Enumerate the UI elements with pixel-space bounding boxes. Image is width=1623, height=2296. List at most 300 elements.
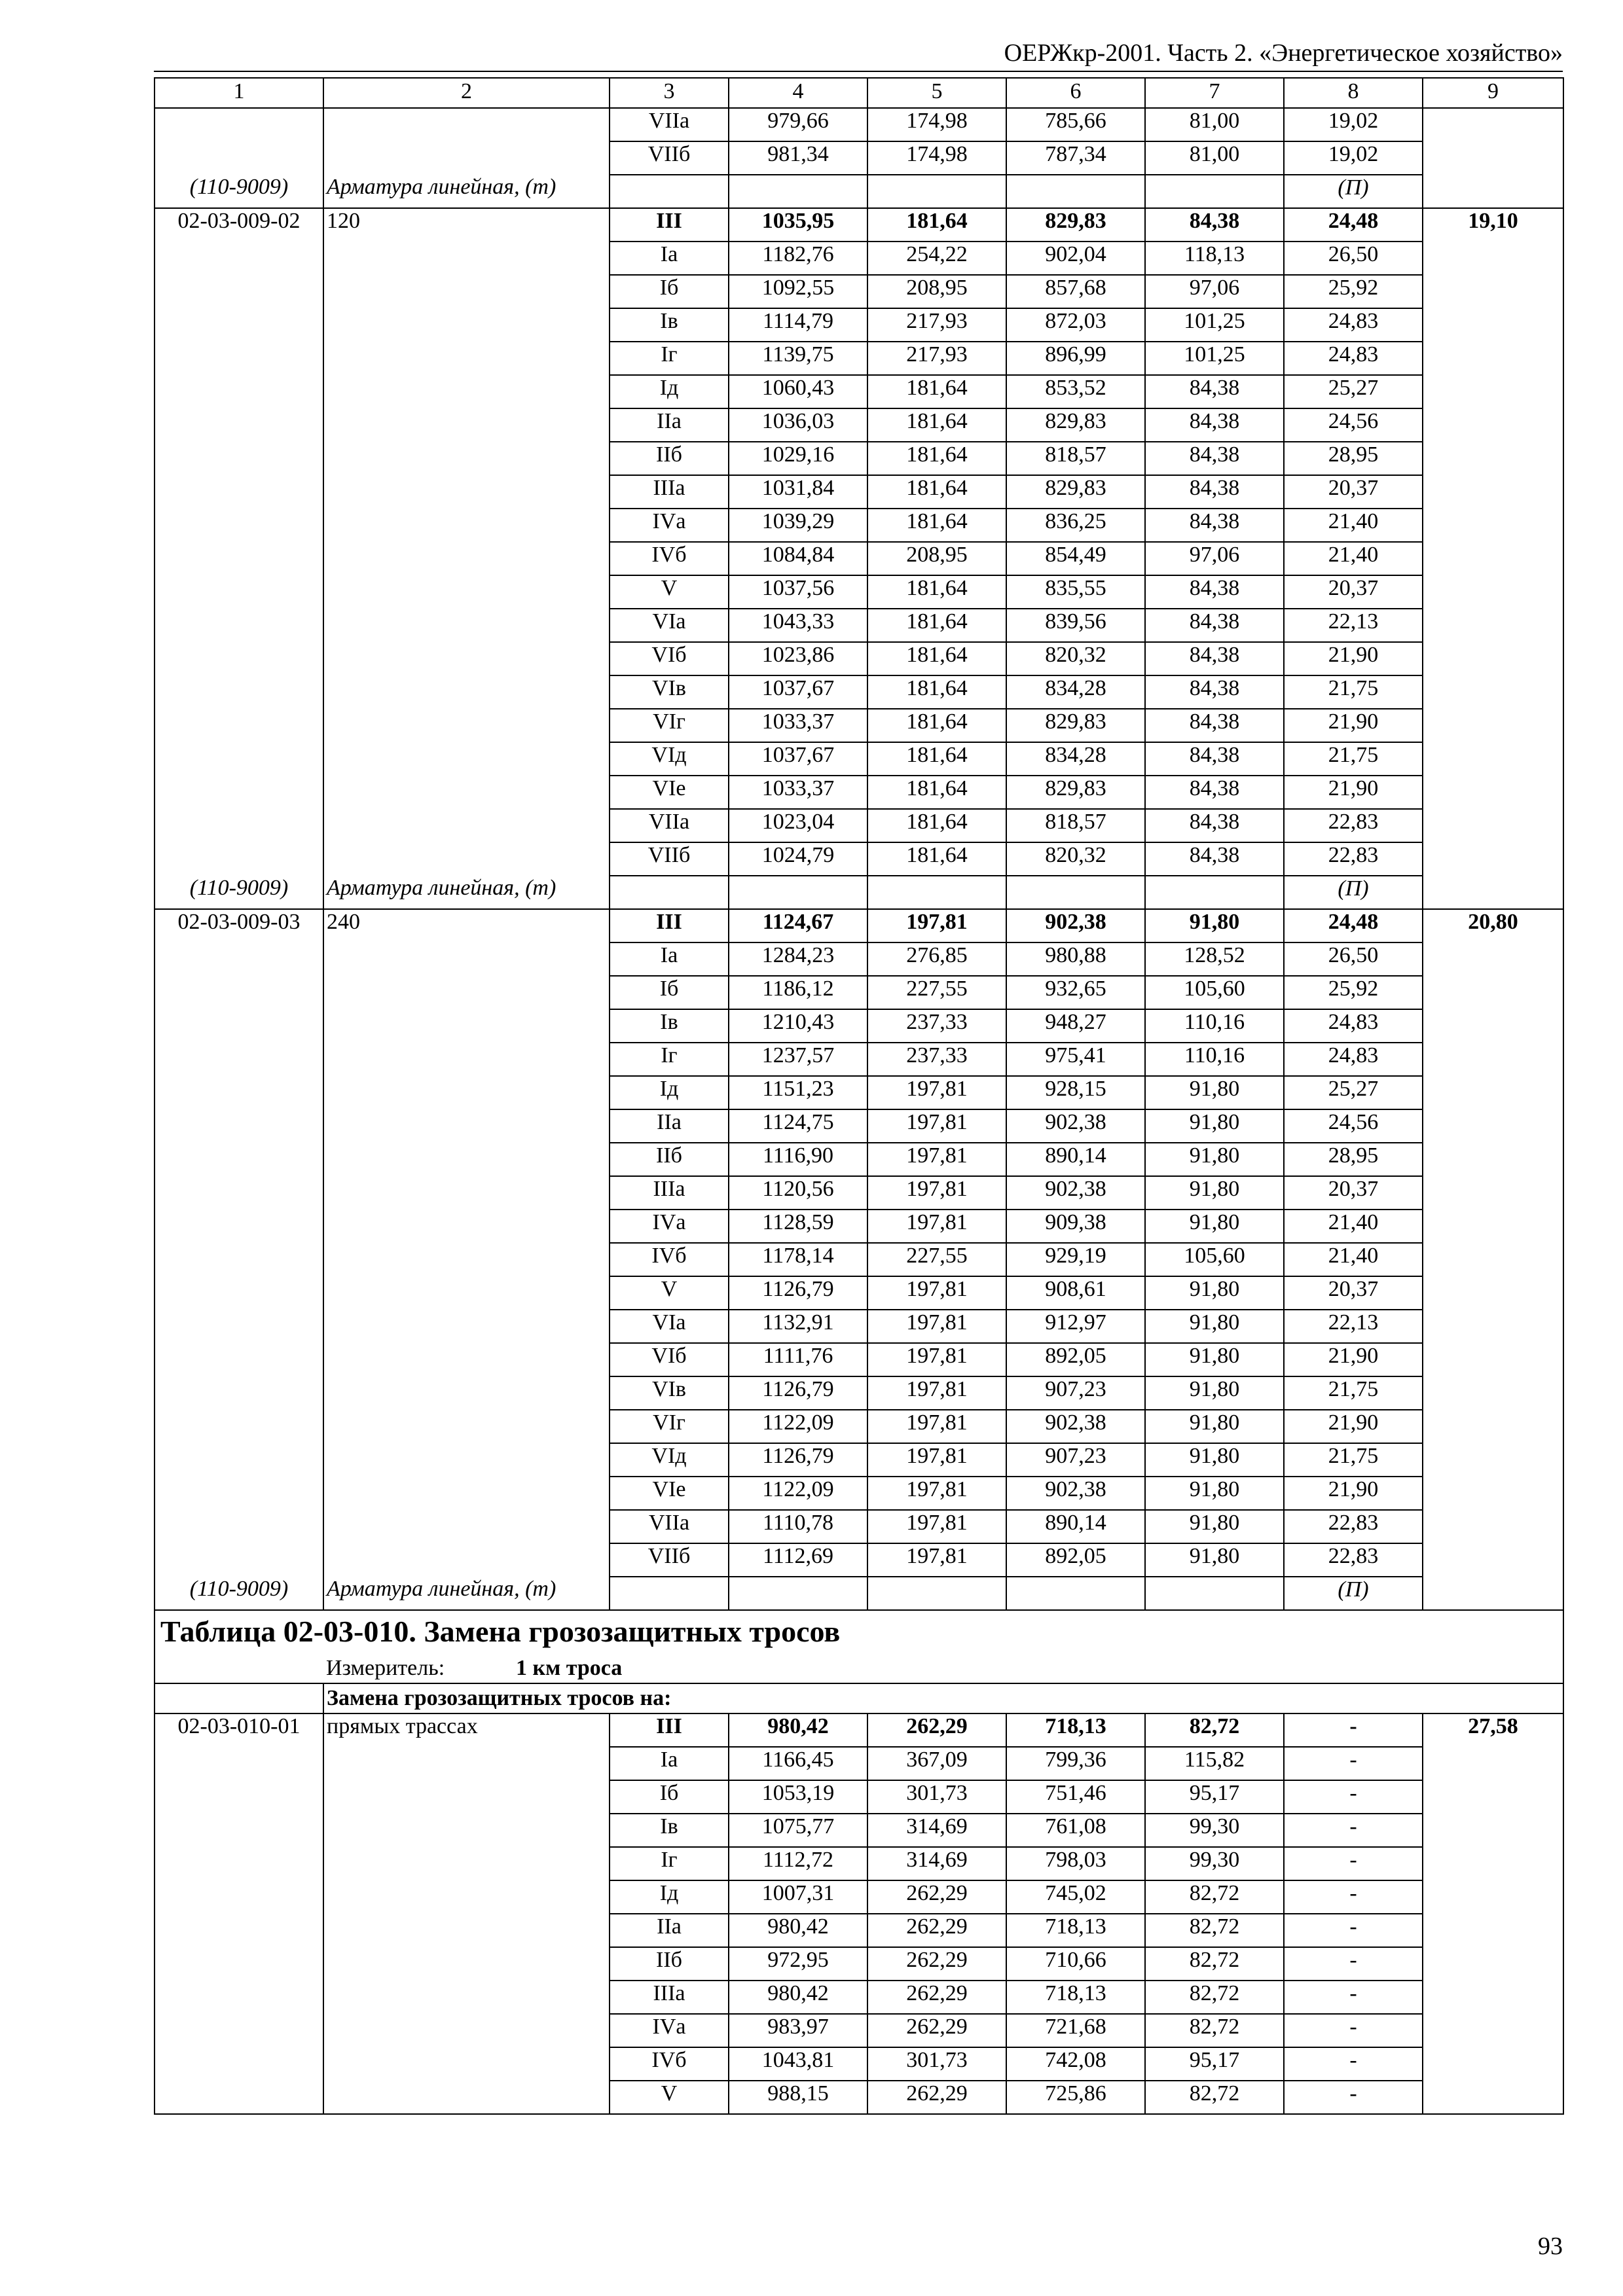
value-cell: 25,27 bbox=[1284, 375, 1423, 408]
labor-cost bbox=[1423, 2014, 1563, 2047]
value-cell: 818,57 bbox=[1006, 809, 1145, 842]
empty-cell bbox=[155, 1654, 323, 1683]
value-cell: - bbox=[1284, 1847, 1423, 1880]
item-code bbox=[155, 342, 323, 375]
value-cell: 872,03 bbox=[1006, 308, 1145, 342]
value-cell: 91,80 bbox=[1145, 1109, 1284, 1143]
item-code bbox=[155, 575, 323, 609]
value-cell: 1166,45 bbox=[729, 1747, 867, 1780]
value-cell: 948,27 bbox=[1006, 1009, 1145, 1043]
value-cell: 19,02 bbox=[1284, 141, 1423, 175]
value-cell: IVа bbox=[610, 1210, 729, 1243]
value-cell: 1116,90 bbox=[729, 1143, 867, 1176]
value-cell: 854,49 bbox=[1006, 542, 1145, 575]
value-cell: 262,29 bbox=[867, 1947, 1006, 1981]
table-row bbox=[155, 1477, 1563, 1510]
col-number: 7 bbox=[1145, 78, 1284, 108]
value-cell: 1023,04 bbox=[729, 809, 867, 842]
value-cell: 105,60 bbox=[1145, 976, 1284, 1009]
labor-cost bbox=[1423, 1510, 1563, 1543]
value-cell: 181,64 bbox=[867, 408, 1006, 442]
labor-cost bbox=[1423, 1947, 1563, 1981]
empty-cell bbox=[155, 1683, 323, 1713]
empty-cell bbox=[1423, 1577, 1563, 1610]
value-cell: VIIа bbox=[610, 1510, 729, 1543]
item-name bbox=[323, 242, 610, 275]
value-cell: 725,86 bbox=[1006, 2081, 1145, 2114]
item-code bbox=[155, 1443, 323, 1477]
value-cell: 84,38 bbox=[1145, 609, 1284, 642]
value-cell: 95,17 bbox=[1145, 1780, 1284, 1814]
value-cell: 217,93 bbox=[867, 342, 1006, 375]
value-cell: 237,33 bbox=[867, 1009, 1006, 1043]
table-row bbox=[155, 2081, 1563, 2114]
value-cell: 91,80 bbox=[1145, 1376, 1284, 1410]
value-cell: 1037,56 bbox=[729, 575, 867, 609]
table-row bbox=[155, 141, 1563, 175]
value-cell: 24,83 bbox=[1284, 308, 1423, 342]
table-row bbox=[155, 776, 1563, 809]
value-cell: 174,98 bbox=[867, 141, 1006, 175]
table-row bbox=[155, 1510, 1563, 1543]
value-cell: 1128,59 bbox=[729, 1210, 867, 1243]
value-cell: 262,29 bbox=[867, 1880, 1006, 1914]
table-title-row bbox=[155, 1610, 1563, 1654]
value-cell: 110,16 bbox=[1145, 1043, 1284, 1076]
item-code bbox=[155, 1814, 323, 1847]
labor-cost bbox=[1423, 308, 1563, 342]
item-code bbox=[155, 475, 323, 509]
item-name: 240 bbox=[323, 909, 610, 942]
labor-cost bbox=[1423, 1143, 1563, 1176]
table-title: Таблица 02-03-010. Замена грозозащитных тросов bbox=[155, 1610, 1563, 1654]
item-name bbox=[323, 542, 610, 575]
unit-cell bbox=[323, 1654, 1563, 1683]
item-name bbox=[323, 1847, 610, 1880]
value-cell: 1092,55 bbox=[729, 275, 867, 308]
item-name bbox=[323, 2081, 610, 2114]
labor-cost bbox=[1423, 342, 1563, 375]
value-cell: 262,29 bbox=[867, 2081, 1006, 2114]
value-cell: 82,72 bbox=[1145, 1981, 1284, 2014]
item-code bbox=[155, 1143, 323, 1176]
value-cell: 181,64 bbox=[867, 475, 1006, 509]
value-cell: 181,64 bbox=[867, 575, 1006, 609]
value-cell: 1122,09 bbox=[729, 1477, 867, 1510]
value-cell: 21,90 bbox=[1284, 642, 1423, 675]
value-cell: 1007,31 bbox=[729, 1880, 867, 1914]
value-cell: - bbox=[1284, 1880, 1423, 1914]
table-row bbox=[155, 1043, 1563, 1076]
value-cell: IVб bbox=[610, 1243, 729, 1276]
value-cell: 21,90 bbox=[1284, 1410, 1423, 1443]
item-name bbox=[323, 1310, 610, 1343]
material-name: Арматура линейная, (т) bbox=[323, 175, 610, 208]
value-cell: 110,16 bbox=[1145, 1009, 1284, 1043]
item-code bbox=[155, 2047, 323, 2081]
value-cell: IIIа bbox=[610, 475, 729, 509]
item-name bbox=[323, 1176, 610, 1210]
labor-cost bbox=[1423, 2081, 1563, 2114]
value-cell: 25,92 bbox=[1284, 976, 1423, 1009]
value-cell: IVа bbox=[610, 2014, 729, 2047]
value-cell: 1114,79 bbox=[729, 308, 867, 342]
item-name bbox=[323, 141, 610, 175]
value-cell: VIд bbox=[610, 742, 729, 776]
value-cell: 197,81 bbox=[867, 1410, 1006, 1443]
table-row bbox=[155, 609, 1563, 642]
item-code bbox=[155, 842, 323, 876]
value-cell: 21,90 bbox=[1284, 1477, 1423, 1510]
value-cell: IIа bbox=[610, 408, 729, 442]
material-row bbox=[155, 1577, 1563, 1610]
value-cell: - bbox=[1284, 2014, 1423, 2047]
item-name bbox=[323, 642, 610, 675]
value-cell: 829,83 bbox=[1006, 709, 1145, 742]
labor-cost bbox=[1423, 942, 1563, 976]
item-code bbox=[155, 1410, 323, 1443]
value-cell: 1023,86 bbox=[729, 642, 867, 675]
value-cell: 908,61 bbox=[1006, 1276, 1145, 1310]
value-cell: VIв bbox=[610, 675, 729, 709]
value-cell: 857,68 bbox=[1006, 275, 1145, 308]
item-code bbox=[155, 1343, 323, 1376]
empty-cell bbox=[610, 175, 729, 208]
labor-cost bbox=[1423, 842, 1563, 876]
value-cell: 105,60 bbox=[1145, 1243, 1284, 1276]
labor-cost bbox=[1423, 1310, 1563, 1343]
value-cell: Iд bbox=[610, 375, 729, 408]
table-row bbox=[155, 509, 1563, 542]
empty-cell bbox=[1145, 175, 1284, 208]
value-cell: 1111,76 bbox=[729, 1343, 867, 1376]
value-cell: IIб bbox=[610, 1143, 729, 1176]
labor-cost bbox=[1423, 375, 1563, 408]
table-row bbox=[155, 1343, 1563, 1376]
value-cell: 84,38 bbox=[1145, 642, 1284, 675]
value-cell: 26,50 bbox=[1284, 942, 1423, 976]
item-name: прямых трассах bbox=[323, 1713, 610, 1747]
value-cell: Iб bbox=[610, 1780, 729, 1814]
value-cell: 1178,14 bbox=[729, 1243, 867, 1276]
value-cell: - bbox=[1284, 1914, 1423, 1947]
labor-cost bbox=[1423, 108, 1563, 141]
labor-cost bbox=[1423, 1243, 1563, 1276]
col-number: 5 bbox=[867, 78, 1006, 108]
value-cell: Iв bbox=[610, 1814, 729, 1847]
labor-cost bbox=[1423, 1076, 1563, 1109]
unit-row bbox=[155, 1654, 1563, 1683]
value-cell: 367,09 bbox=[867, 1747, 1006, 1780]
item-name bbox=[323, 1343, 610, 1376]
value-cell: 22,83 bbox=[1284, 842, 1423, 876]
value-cell: 24,83 bbox=[1284, 342, 1423, 375]
item-code bbox=[155, 1510, 323, 1543]
item-code bbox=[155, 2081, 323, 2114]
table-row bbox=[155, 575, 1563, 609]
table-row bbox=[155, 308, 1563, 342]
material-row bbox=[155, 175, 1563, 208]
value-cell: 84,38 bbox=[1145, 375, 1284, 408]
item-name bbox=[323, 442, 610, 475]
labor-cost bbox=[1423, 976, 1563, 1009]
item-name bbox=[323, 1043, 610, 1076]
value-cell: VIв bbox=[610, 1376, 729, 1410]
empty-cell bbox=[729, 876, 867, 909]
value-cell: III bbox=[610, 208, 729, 242]
empty-cell bbox=[1145, 876, 1284, 909]
item-code bbox=[155, 108, 323, 141]
value-cell: 97,06 bbox=[1145, 542, 1284, 575]
item-name bbox=[323, 1914, 610, 1947]
value-cell: IIIа bbox=[610, 1176, 729, 1210]
value-cell: 980,88 bbox=[1006, 942, 1145, 976]
value-cell: 20,37 bbox=[1284, 1176, 1423, 1210]
item-code bbox=[155, 1043, 323, 1076]
value-cell: 829,83 bbox=[1006, 776, 1145, 809]
table-row bbox=[155, 642, 1563, 675]
value-cell: 82,72 bbox=[1145, 1947, 1284, 1981]
value-cell: 181,64 bbox=[867, 642, 1006, 675]
table-row bbox=[155, 342, 1563, 375]
value-cell: 91,80 bbox=[1145, 1443, 1284, 1477]
material-class: (П) bbox=[1284, 1577, 1423, 1610]
value-cell: 21,40 bbox=[1284, 1243, 1423, 1276]
labor-cost bbox=[1423, 1814, 1563, 1847]
item-name bbox=[323, 1443, 610, 1477]
value-cell: 84,38 bbox=[1145, 809, 1284, 842]
table-row bbox=[155, 208, 1563, 242]
item-code bbox=[155, 2014, 323, 2047]
labor-cost bbox=[1423, 1543, 1563, 1577]
item-code bbox=[155, 1176, 323, 1210]
value-cell: 197,81 bbox=[867, 1343, 1006, 1376]
value-cell: 84,38 bbox=[1145, 776, 1284, 809]
item-name bbox=[323, 709, 610, 742]
value-cell: 1122,09 bbox=[729, 1410, 867, 1443]
value-cell: IIIа bbox=[610, 1981, 729, 2014]
value-cell: IVа bbox=[610, 509, 729, 542]
table-row bbox=[155, 1814, 1563, 1847]
value-cell: 254,22 bbox=[867, 242, 1006, 275]
value-cell: 22,83 bbox=[1284, 809, 1423, 842]
value-cell: 217,93 bbox=[867, 308, 1006, 342]
table-row bbox=[155, 1243, 1563, 1276]
value-cell: 721,68 bbox=[1006, 2014, 1145, 2047]
item-code bbox=[155, 1780, 323, 1814]
item-name bbox=[323, 1543, 610, 1577]
value-cell: 1237,57 bbox=[729, 1043, 867, 1076]
value-cell: 181,64 bbox=[867, 776, 1006, 809]
labor-cost bbox=[1423, 1376, 1563, 1410]
value-cell: 197,81 bbox=[867, 1076, 1006, 1109]
value-cell: 798,03 bbox=[1006, 1847, 1145, 1880]
value-cell: 979,66 bbox=[729, 108, 867, 141]
value-cell: 181,64 bbox=[867, 842, 1006, 876]
labor-cost bbox=[1423, 642, 1563, 675]
value-cell: 1033,37 bbox=[729, 776, 867, 809]
value-cell: 1126,79 bbox=[729, 1276, 867, 1310]
col-number: 4 bbox=[729, 78, 867, 108]
item-name bbox=[323, 509, 610, 542]
value-cell: 1112,69 bbox=[729, 1543, 867, 1577]
value-cell: 237,33 bbox=[867, 1043, 1006, 1076]
item-name bbox=[323, 1243, 610, 1276]
value-cell: VIг bbox=[610, 1410, 729, 1443]
empty-cell bbox=[729, 175, 867, 208]
value-cell: 20,37 bbox=[1284, 1276, 1423, 1310]
value-cell: VIа bbox=[610, 609, 729, 642]
value-cell: 761,08 bbox=[1006, 1814, 1145, 1847]
value-cell: 197,81 bbox=[867, 1143, 1006, 1176]
value-cell: 84,38 bbox=[1145, 842, 1284, 876]
empty-cell bbox=[867, 1577, 1006, 1610]
value-cell: 91,80 bbox=[1145, 1076, 1284, 1109]
item-name bbox=[323, 675, 610, 709]
value-cell: 181,64 bbox=[867, 509, 1006, 542]
col-number: 3 bbox=[610, 78, 729, 108]
value-cell: 91,80 bbox=[1145, 1310, 1284, 1343]
value-cell: 181,64 bbox=[867, 208, 1006, 242]
value-cell: VIд bbox=[610, 1443, 729, 1477]
value-cell: 24,48 bbox=[1284, 208, 1423, 242]
labor-cost bbox=[1423, 1981, 1563, 2014]
value-cell: 101,25 bbox=[1145, 308, 1284, 342]
value-cell: 718,13 bbox=[1006, 1981, 1145, 2014]
item-code bbox=[155, 1109, 323, 1143]
value-cell: 21,40 bbox=[1284, 509, 1423, 542]
item-name bbox=[323, 1747, 610, 1780]
table-row bbox=[155, 1276, 1563, 1310]
table-row bbox=[155, 1543, 1563, 1577]
item-name bbox=[323, 976, 610, 1009]
value-cell: 91,80 bbox=[1145, 1210, 1284, 1243]
item-name bbox=[323, 742, 610, 776]
value-cell: 181,64 bbox=[867, 442, 1006, 475]
value-cell: 28,95 bbox=[1284, 1143, 1423, 1176]
value-cell: 835,55 bbox=[1006, 575, 1145, 609]
item-name bbox=[323, 1143, 610, 1176]
item-code bbox=[155, 1543, 323, 1577]
item-code bbox=[155, 1947, 323, 1981]
item-code bbox=[155, 609, 323, 642]
value-cell: 20,37 bbox=[1284, 475, 1423, 509]
value-cell: 181,64 bbox=[867, 709, 1006, 742]
value-cell: 975,41 bbox=[1006, 1043, 1145, 1076]
value-cell: VIIа bbox=[610, 809, 729, 842]
value-cell: 118,13 bbox=[1145, 242, 1284, 275]
table-row bbox=[155, 1109, 1563, 1143]
value-cell: 197,81 bbox=[867, 1477, 1006, 1510]
value-cell: 1126,79 bbox=[729, 1376, 867, 1410]
item-name bbox=[323, 275, 610, 308]
value-cell: 742,08 bbox=[1006, 2047, 1145, 2081]
item-name bbox=[323, 1814, 610, 1847]
item-name bbox=[323, 342, 610, 375]
value-cell: Iа bbox=[610, 1747, 729, 1780]
value-cell: 902,38 bbox=[1006, 1176, 1145, 1210]
value-cell: 1124,75 bbox=[729, 1109, 867, 1143]
labor-cost bbox=[1423, 1009, 1563, 1043]
material-class: (П) bbox=[1284, 175, 1423, 208]
value-cell: 197,81 bbox=[867, 1510, 1006, 1543]
value-cell: 197,81 bbox=[867, 1176, 1006, 1210]
value-cell: 227,55 bbox=[867, 1243, 1006, 1276]
table-row bbox=[155, 1376, 1563, 1410]
labor-cost: 27,58 bbox=[1423, 1713, 1563, 1747]
labor-cost bbox=[1423, 1847, 1563, 1880]
value-cell: - bbox=[1284, 1780, 1423, 1814]
value-cell: 91,80 bbox=[1145, 1343, 1284, 1376]
running-header: ОЕРЖкр-2001. Часть 2. «Энергетическое хозяйство» bbox=[1004, 39, 1563, 67]
item-code: 02-03-009-02 bbox=[155, 208, 323, 242]
item-name bbox=[323, 475, 610, 509]
value-cell: 892,05 bbox=[1006, 1543, 1145, 1577]
value-cell: V bbox=[610, 2081, 729, 2114]
table-row bbox=[155, 542, 1563, 575]
value-cell: 902,38 bbox=[1006, 1410, 1145, 1443]
value-cell: 902,04 bbox=[1006, 242, 1145, 275]
value-cell: 91,80 bbox=[1145, 1477, 1284, 1510]
value-cell: 84,38 bbox=[1145, 709, 1284, 742]
value-cell: 853,52 bbox=[1006, 375, 1145, 408]
item-name bbox=[323, 1376, 610, 1410]
labor-cost bbox=[1423, 776, 1563, 809]
table-row bbox=[155, 375, 1563, 408]
item-name bbox=[323, 942, 610, 976]
item-code bbox=[155, 1847, 323, 1880]
item-name bbox=[323, 809, 610, 842]
value-cell: 1112,72 bbox=[729, 1847, 867, 1880]
table-row bbox=[155, 942, 1563, 976]
value-cell: 208,95 bbox=[867, 542, 1006, 575]
labor-cost bbox=[1423, 1410, 1563, 1443]
value-cell: 22,83 bbox=[1284, 1543, 1423, 1577]
value-cell: 818,57 bbox=[1006, 442, 1145, 475]
empty-cell bbox=[867, 175, 1006, 208]
labor-cost bbox=[1423, 609, 1563, 642]
value-cell: 929,19 bbox=[1006, 1243, 1145, 1276]
value-cell: Iд bbox=[610, 1076, 729, 1109]
value-cell: IIб bbox=[610, 1947, 729, 1981]
item-name bbox=[323, 1009, 610, 1043]
empty-cell bbox=[1006, 1577, 1145, 1610]
value-cell: 21,75 bbox=[1284, 675, 1423, 709]
value-cell: VIа bbox=[610, 1310, 729, 1343]
item-name bbox=[323, 1410, 610, 1443]
value-cell: 890,14 bbox=[1006, 1143, 1145, 1176]
value-cell: 834,28 bbox=[1006, 675, 1145, 709]
value-cell: 301,73 bbox=[867, 2047, 1006, 2081]
item-name bbox=[323, 575, 610, 609]
item-code bbox=[155, 642, 323, 675]
value-cell: 24,56 bbox=[1284, 1109, 1423, 1143]
value-cell: 262,29 bbox=[867, 2014, 1006, 2047]
value-cell: Iа bbox=[610, 942, 729, 976]
item-name bbox=[323, 1780, 610, 1814]
value-cell: 21,90 bbox=[1284, 1343, 1423, 1376]
value-cell: 912,97 bbox=[1006, 1310, 1145, 1343]
value-cell: 97,06 bbox=[1145, 275, 1284, 308]
item-code: 02-03-009-03 bbox=[155, 909, 323, 942]
value-cell: 1039,29 bbox=[729, 509, 867, 542]
value-cell: 128,52 bbox=[1145, 942, 1284, 976]
value-cell: 301,73 bbox=[867, 1780, 1006, 1814]
item-name bbox=[323, 108, 610, 141]
value-cell: V bbox=[610, 1276, 729, 1310]
value-cell: 174,98 bbox=[867, 108, 1006, 141]
value-cell: 751,46 bbox=[1006, 1780, 1145, 1814]
